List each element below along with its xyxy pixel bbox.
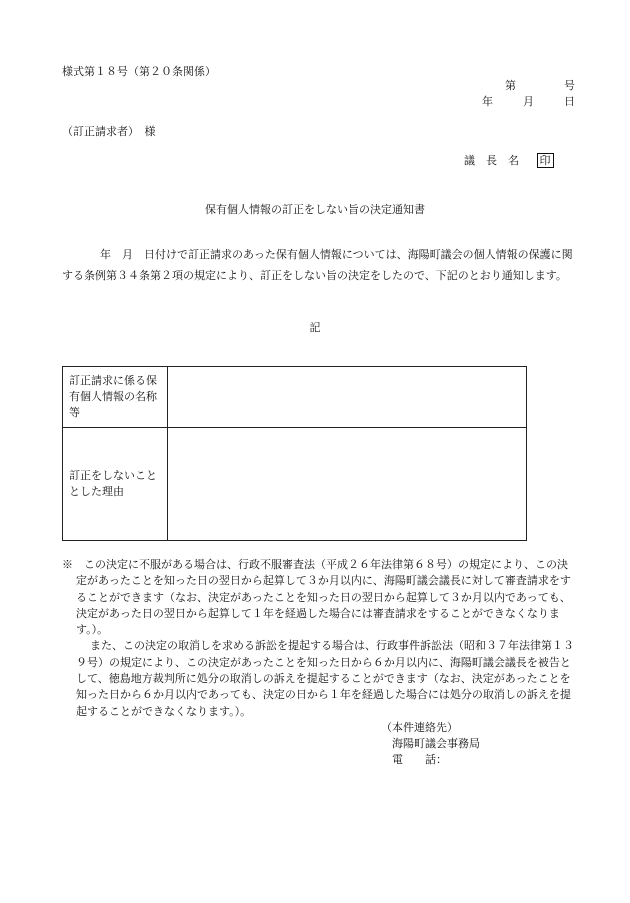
- contact-phone: 電 話：: [392, 753, 447, 766]
- date-day-label: 日: [564, 95, 575, 108]
- row1-label: 訂正請求に係る保有個人情報の名称等: [63, 367, 168, 428]
- body-paragraph: 年 月 日付けで訂正請求のあった保有個人情報については、海陽町議会の個人情報の保護に関する条例第３４条第２項の規定により、訂正をしない旨の決定をしたので、下記のとおり通知します。: [62, 248, 573, 282]
- row1-value: [168, 367, 527, 428]
- doc-number-suffix: 号: [564, 79, 575, 92]
- document-date: [482, 96, 575, 107]
- contact-office: 海陽町議会事務局: [392, 737, 480, 750]
- date-year-label: 年: [482, 95, 493, 108]
- seal-mark: 印: [537, 153, 554, 168]
- row2-value: [168, 428, 527, 541]
- form-number: 様式第１８号（第２０条関係）: [62, 65, 216, 78]
- appeal-notice: [62, 557, 576, 720]
- ki-heading: 記: [309, 321, 321, 334]
- document-title: 保有個人情報の訂正をしない旨の決定通知書: [205, 203, 425, 216]
- notice-paragraph-2: また、この決定の取消しを求める訴訟を提起する場合は、行政事件訴訟法（昭和３７年法律第１３９号）の規定により、この決定があったことを知った日から６か月以内に、海陽町議会議長を被告として、徳島地方裁判所に処分の取消しの訴えを提起することができます（なお、決定があったことを知った日から６か月以内であっても、決定の日から１年を経過した場合には処分の取消しの訴えを提起することができなくなります。）。: [76, 639, 574, 718]
- sender: [464, 153, 554, 168]
- info-table: [62, 366, 527, 541]
- row2-label: 訂正をしないこととした理由: [63, 428, 168, 541]
- contact-heading: （本件連絡先）: [381, 721, 458, 734]
- notice-paragraph-1: ※ この決定に不服がある場合は、行政不服審査法（平成２６年法律第６８号）の規定により、この決定があったことを知った日の翌日から起算して３か月以内に、海陽町議会議長に対して審査請求をすることができます（なお、決定があったことを知った日の翌日から起算して３か月以内であっても、決定があった日の翌日から起算して１年を経過した場合には審査請求をすることができなくなります。）。: [62, 558, 571, 637]
- table-row: [63, 367, 527, 428]
- table-row: [63, 428, 527, 541]
- document-number: [505, 80, 575, 91]
- date-month-label: 月: [523, 95, 534, 108]
- doc-number-prefix: 第: [505, 79, 516, 92]
- addressee: （訂正請求者） 様: [62, 125, 156, 138]
- sender-name: 議 長 名: [464, 154, 519, 167]
